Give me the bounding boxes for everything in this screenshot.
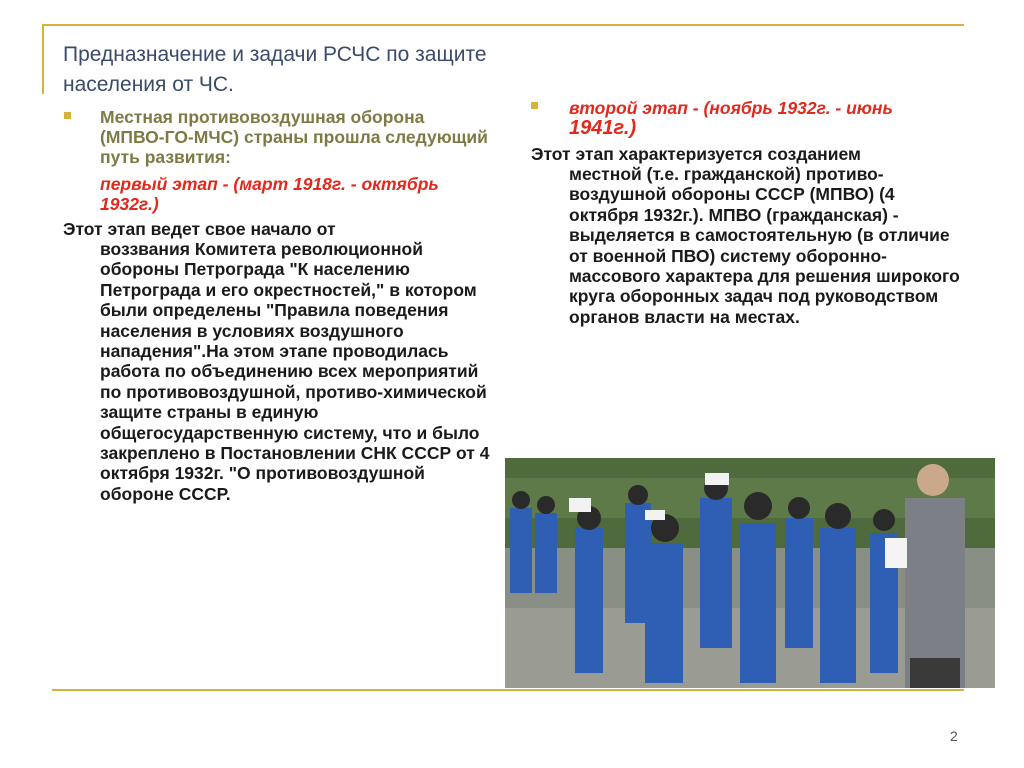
stage-two-heading xyxy=(569,98,929,138)
bullet-icon xyxy=(64,112,71,119)
stage-two-body-first-line: Этот этап характеризуется созданием xyxy=(531,144,861,164)
stage-two-heading-text: второй этап - (ноябрь 1932г. - июнь xyxy=(569,98,893,118)
title-accent-bar xyxy=(42,24,44,94)
stage-one-heading: первый этап - (март 1918г. - октябрь 1932г.) xyxy=(100,174,439,214)
page-number: 2 xyxy=(950,728,958,744)
photo-illustration xyxy=(505,458,995,688)
bullet-icon xyxy=(531,102,538,109)
top-divider xyxy=(42,24,964,26)
bottom-divider xyxy=(52,689,964,691)
stage-one-body: воззвания Комитета революционной обороны Петрограда "К населению Петрограда и его окрестностей," в котором были определены "Правила поведения населения в условиях воздушного нападения".На этом этапе проводилась работа по объединению всех мероприятий по противовоздушной, противо-химической защите страны в единую общегосударственную систему, что и было закреплено в Постановлении СНК СССР от 4 октября 1932г. "О противовоздушной обороне СССР. xyxy=(100,239,490,504)
stage-two-heading-year: 1941г.) xyxy=(569,117,637,139)
intro-text: Местная противовоздушная оборона (МПВО-ГО-МЧС) страны прошла следующий путь развития: xyxy=(100,107,488,167)
stage-two-body: местной (т.е. гражданской) противо-воздушной обороны СССР (МПВО) (4 октября 1932г.). МПВО (гражданская) - выделяется в самостоятельную (в отличие от военной ПВО) систему оборонно-массового характера для решения широкого круга оборонных задач под руководством органов власти на местах. xyxy=(569,164,960,327)
slide-title: Предназначение и задачи РСЧС по защите населения от ЧС. xyxy=(63,43,487,96)
gas-mask-drill-photo xyxy=(505,458,995,688)
stage-one-body-first-line: Этот этап ведет свое начало от xyxy=(63,219,336,239)
